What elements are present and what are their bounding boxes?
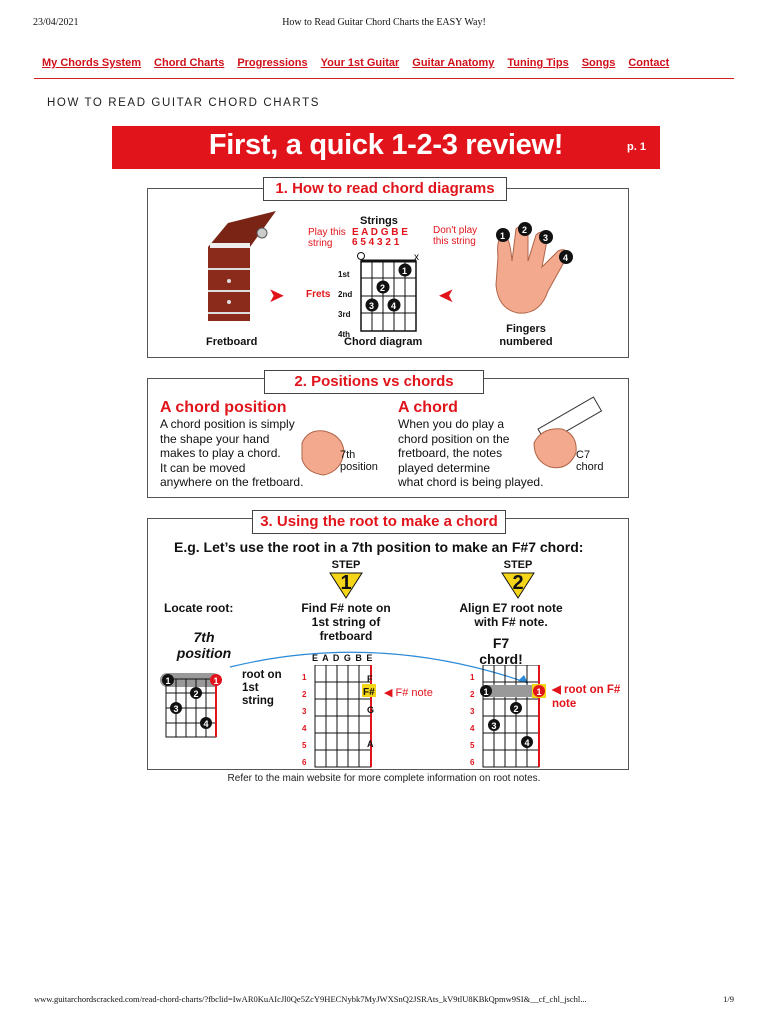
- footnote: Refer to the main website for more complete information on root notes.: [227, 773, 541, 784]
- fret-number: 5: [302, 741, 307, 750]
- footer-url: www.guitarchordscracked.com/read-chord-charts/?fbclid=IwAR0KuAIcJl0Qe5ZcY9HECNybk7MyJWXSnQ2JSRAts_kV9tlU8KBkQpmw9SI&__cf_chl_jschl...: [34, 994, 587, 1004]
- panel-3-intro: E.g. Let’s use the root in a 7th position to make an F#7 chord:: [174, 539, 584, 555]
- fret-number: 6: [302, 758, 307, 767]
- string-header: E A D G B E: [312, 653, 374, 663]
- svg-text:2: 2: [513, 704, 519, 714]
- fret-label-3: 3rd: [338, 310, 351, 319]
- find-note-label: Find F# note on 1st string of fretboard: [301, 601, 391, 643]
- print-title: How to Read Guitar Chord Charts the EASY Way!: [282, 17, 486, 28]
- nav-link-guitar-anatomy[interactable]: Guitar Anatomy: [412, 57, 495, 69]
- chord-diagram-caption: Chord diagram: [344, 336, 423, 348]
- dont-play-string-label: Don't play this string: [433, 225, 478, 247]
- step-2-number: 2: [512, 572, 524, 594]
- arrow-right-icon: ➤: [268, 285, 285, 307]
- step-2-word: STEP: [503, 559, 533, 571]
- review-banner: [112, 126, 660, 169]
- note-fsharp: F#: [363, 687, 375, 698]
- nav-divider: [34, 78, 734, 79]
- note-g: G: [367, 705, 375, 715]
- step-1-number: 1: [340, 572, 352, 594]
- panel-chord-diagrams: [147, 180, 629, 358]
- locate-root-label: Locate root:: [164, 601, 234, 615]
- right-fret-number-column: [470, 669, 474, 771]
- step-2-badge: [500, 559, 536, 604]
- root-on-string-label: root on 1st string: [242, 669, 282, 707]
- root-on-fsharp-text: root on F# note: [552, 684, 621, 710]
- strings-label: Strings: [360, 215, 398, 227]
- svg-text:4: 4: [563, 253, 569, 263]
- fret-number: 6: [470, 758, 475, 767]
- a-chord-line: chord position on the: [398, 431, 510, 446]
- panel-using-root: [147, 513, 629, 770]
- nav-link-contact[interactable]: Contact: [628, 57, 670, 69]
- footer-page-number: 1/9: [723, 994, 734, 1004]
- svg-text:2: 2: [380, 283, 386, 293]
- a-chord-line: When you do play a: [398, 417, 505, 431]
- fret-label-2: 2nd: [338, 290, 353, 299]
- f7-chord-grid: [480, 665, 550, 769]
- a-chord-text: [398, 417, 543, 490]
- a-chord-line: played determine: [398, 460, 491, 475]
- fret-number: 2: [302, 690, 307, 699]
- nav-link-songs[interactable]: Songs: [581, 57, 616, 69]
- chord-position-line: makes to play a chord.: [160, 446, 281, 460]
- arrow-left-icon: ➤: [438, 285, 455, 307]
- svg-text:1: 1: [213, 676, 219, 686]
- panel-positions-vs-chords: [147, 373, 629, 498]
- chord-diagram-grid: [356, 251, 422, 335]
- a-chord-line: fretboard, the notes: [398, 446, 503, 460]
- svg-text:1: 1: [402, 266, 408, 276]
- fret-number: 3: [302, 707, 307, 716]
- note-f: F: [367, 674, 373, 684]
- svg-text:1: 1: [500, 231, 506, 241]
- chord-position-title: A chord position: [160, 399, 287, 416]
- align-note-label: Align E7 root note with F# note.: [459, 601, 563, 629]
- position-label: 7th position: [340, 449, 378, 473]
- a-chord-line: what chord is being played.: [398, 475, 544, 489]
- svg-text:2: 2: [522, 225, 528, 235]
- svg-text:3: 3: [173, 704, 179, 714]
- panel-1-tab: 1. How to read chord diagrams: [263, 177, 507, 201]
- chord-position-line: anywhere on the fretboard.: [160, 475, 304, 489]
- step-1-word: STEP: [331, 559, 361, 571]
- fret-number: 4: [470, 724, 475, 733]
- svg-text:4: 4: [391, 301, 397, 311]
- svg-text:3: 3: [491, 721, 497, 731]
- position-title: 7th position: [176, 629, 232, 661]
- fret-number: 3: [470, 707, 475, 716]
- string-letters: E A D G B E: [352, 227, 408, 238]
- string-numbers: 6 5 4 3 2 1: [352, 237, 400, 248]
- fret-number-labels: [338, 265, 352, 345]
- nav-link-tuning-tips[interactable]: Tuning Tips: [507, 57, 569, 69]
- fsharp-note-text: F# note: [395, 687, 433, 699]
- svg-text:x: x: [414, 252, 419, 263]
- nav-link-chord-charts[interactable]: Chord Charts: [154, 57, 225, 69]
- svg-text:1: 1: [483, 687, 489, 697]
- svg-text:2: 2: [193, 689, 199, 699]
- fret-number: 1: [302, 673, 307, 682]
- nav-link-my-chords-system[interactable]: My Chords System: [42, 57, 142, 69]
- nav-link-progressions[interactable]: Progressions: [237, 57, 308, 69]
- frets-label: Frets: [306, 289, 331, 300]
- step-1-badge: [328, 559, 364, 604]
- panel-2-tab: 2. Positions vs chords: [264, 370, 484, 394]
- root-on-fsharp-label: ◀ root on F# note: [552, 684, 621, 710]
- fret-label-1: 1st: [338, 270, 350, 279]
- chord-position-line: It can be moved: [160, 460, 246, 475]
- top-navigation: [42, 57, 682, 69]
- svg-text:4: 4: [524, 738, 530, 748]
- svg-text:3: 3: [543, 233, 549, 243]
- banner-page-number: p. 1: [627, 141, 646, 153]
- print-date: 23/04/2021: [33, 17, 79, 28]
- svg-text:1: 1: [536, 687, 542, 697]
- chord-position-line: A chord position is simply: [160, 417, 295, 431]
- root-position-grid: [160, 667, 222, 739]
- svg-text:3: 3: [369, 301, 375, 311]
- banner-title: First, a quick 1-2-3 review!: [208, 129, 564, 161]
- fret-label-4: 4th: [338, 330, 350, 339]
- note-a: A: [367, 739, 374, 749]
- chord-position-text: [160, 417, 303, 490]
- c7-chord-label: C7 chord: [576, 449, 604, 473]
- panel-3-tab: 3. Using the root to make a chord: [252, 510, 506, 534]
- fret-number: 1: [470, 673, 475, 682]
- fretboard-illustration: [198, 209, 278, 321]
- fret-number: 5: [470, 741, 475, 750]
- nav-link-your-1st-guitar[interactable]: Your 1st Guitar: [320, 57, 400, 69]
- hand-illustration: [478, 217, 588, 321]
- fretboard-caption: Fretboard: [206, 336, 258, 348]
- page-heading: HOW TO READ GUITAR CHORD CHARTS: [47, 97, 321, 109]
- fret-number: 2: [470, 690, 475, 699]
- play-string-label: Play this string: [308, 227, 346, 249]
- a-chord-title: A chord: [398, 399, 458, 416]
- fingers-caption: Fingers numbered: [499, 323, 553, 348]
- chord-position-line: the shape your hand: [160, 431, 270, 446]
- fret-number: 4: [302, 724, 307, 733]
- fsharp-note-label: ◀ F# note: [384, 687, 433, 699]
- svg-text:4: 4: [203, 719, 209, 729]
- f7-chord-title: F7 chord!: [479, 635, 523, 667]
- svg-text:1: 1: [165, 676, 171, 686]
